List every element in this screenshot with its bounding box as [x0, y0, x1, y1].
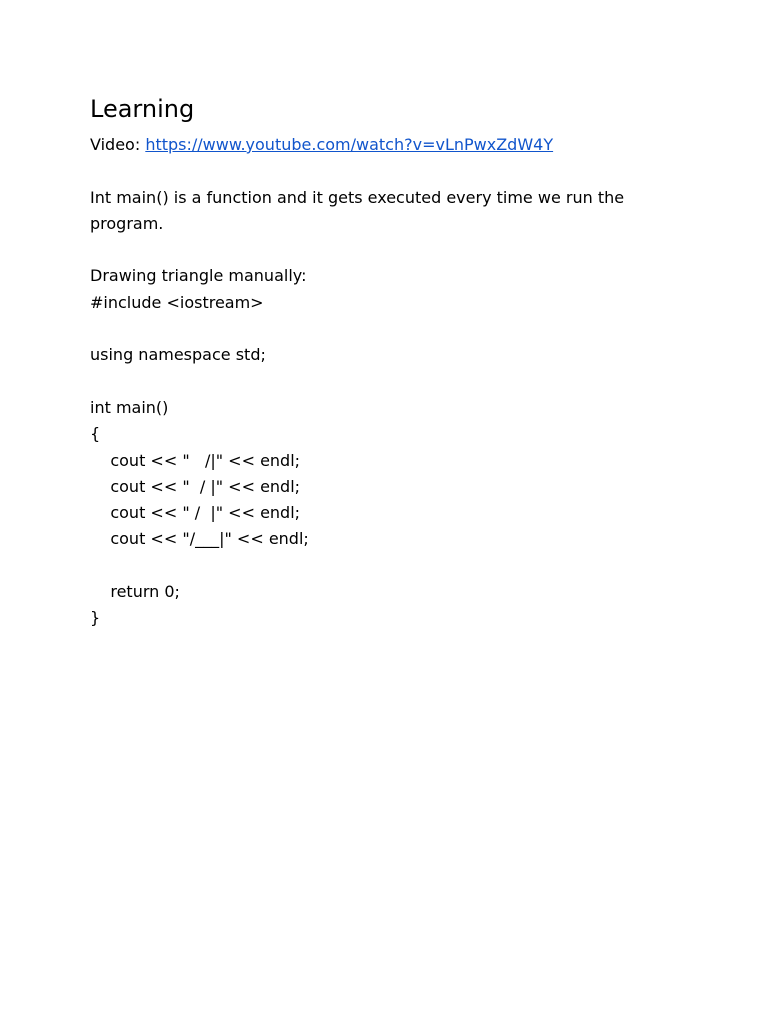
blank-line	[90, 316, 690, 342]
video-link[interactable]: https://www.youtube.com/watch?v=vLnPwxZdW4Y	[145, 135, 554, 154]
code-close-brace: }	[90, 608, 101, 628]
code-include-line: #include <iostream>	[90, 292, 264, 312]
blank-line	[90, 158, 690, 184]
drawing-heading: Drawing triangle manually:	[90, 266, 307, 286]
code-cout-line: cout << " / |" << endl;	[90, 503, 301, 523]
blank-line	[90, 553, 690, 579]
code-cout-line: cout << " /|" << endl;	[90, 450, 301, 470]
code-cout-line: cout << "/___|" << endl;	[90, 529, 309, 549]
blank-line	[90, 237, 690, 263]
code-return-line: return 0;	[90, 582, 180, 602]
intro-paragraph: Int main() is a function and it gets executed every time we run the program.	[90, 187, 625, 233]
blank-line	[90, 369, 690, 395]
document-title: Learning	[90, 95, 195, 123]
video-line	[90, 132, 690, 158]
video-label: Video:	[90, 135, 146, 154]
code-main-signature: int main()	[90, 397, 169, 417]
code-open-brace: {	[90, 424, 101, 444]
code-using-line: using namespace std;	[90, 345, 266, 365]
code-cout-line: cout << " / |" << endl;	[90, 476, 301, 496]
document-body	[90, 93, 690, 632]
